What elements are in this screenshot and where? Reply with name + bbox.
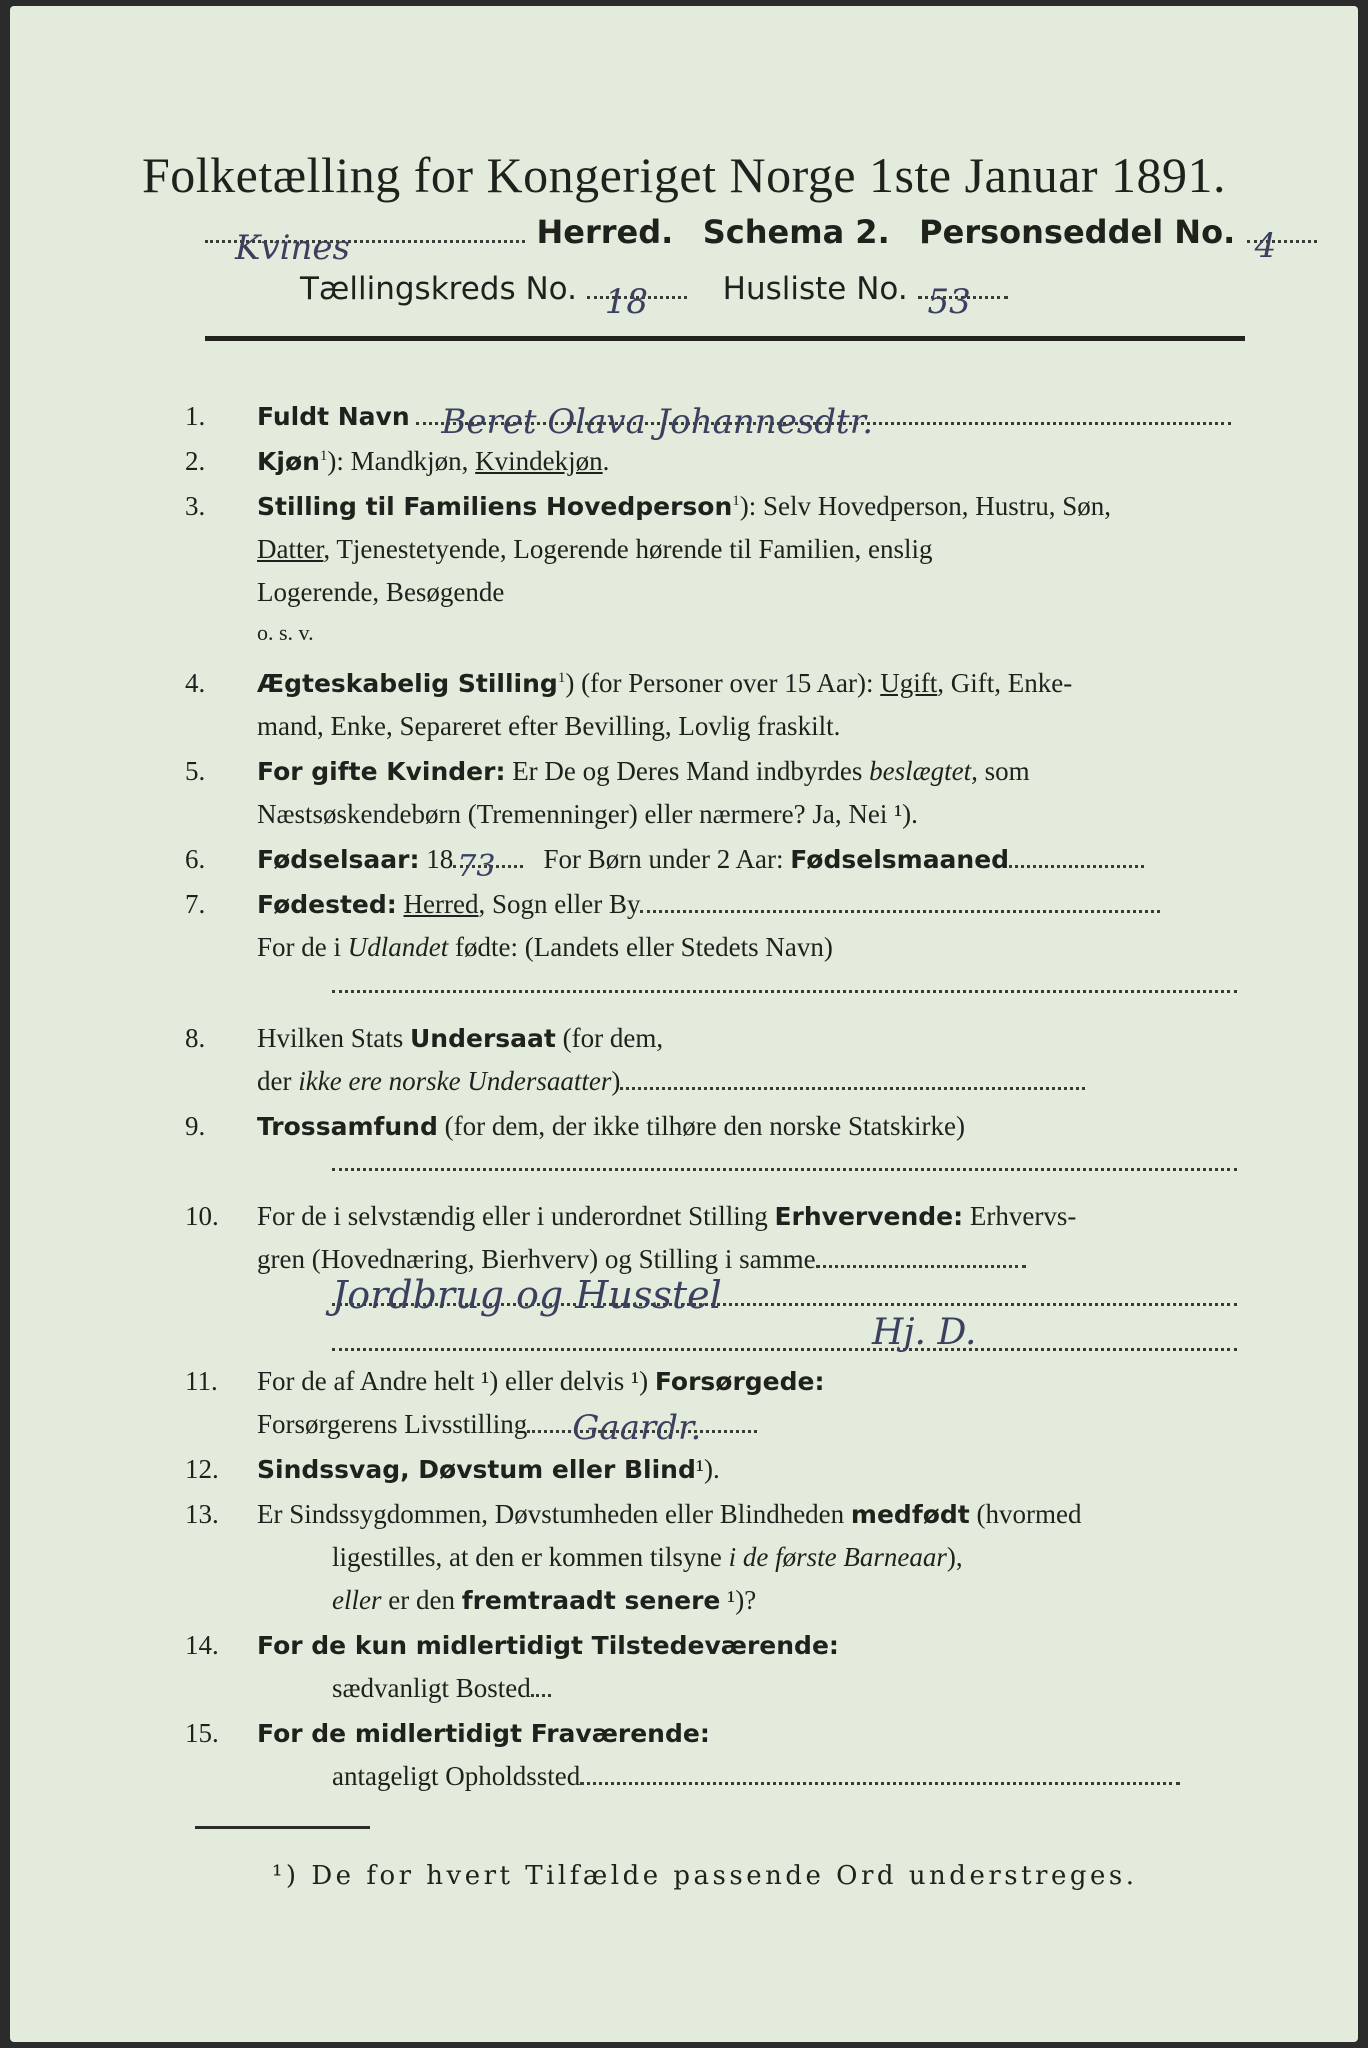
item-3-line3: Logerende, Besøgende xyxy=(257,577,505,607)
birth-year-value: 73 xyxy=(457,849,496,884)
probable-residence-field xyxy=(580,1782,1180,1785)
item-3-line1: ): Selv Hovedperson, Hustru, Søn, xyxy=(739,491,1112,521)
occupation-value: Jordbrug og Husstel xyxy=(332,1273,722,1317)
provider-field xyxy=(527,1408,757,1448)
occupation-value-2: Hj. D. xyxy=(872,1312,977,1353)
kreds-line xyxy=(300,271,1008,322)
item-9-number: 9. xyxy=(185,1111,206,1141)
item-12-number: 12. xyxy=(185,1454,219,1484)
husliste-value: 53 xyxy=(927,282,971,322)
kreds-label: Tællingskreds No. xyxy=(300,271,577,307)
form-title: Folketælling for Kongeriget Norge 1ste Januar 1891. xyxy=(141,147,1227,203)
personseddel-field xyxy=(1247,226,1317,266)
item-2-selected: Kvindekjøn xyxy=(475,446,603,476)
item-4-selected: Ugift xyxy=(880,668,938,698)
item-1-number: 1. xyxy=(185,401,206,431)
item-9-label: Trossamfund xyxy=(257,1112,438,1141)
foreign-birthplace-field xyxy=(332,990,1237,993)
item-11-number: 11. xyxy=(185,1366,218,1396)
occupation-field xyxy=(332,1273,1237,1317)
occupation-field-2 xyxy=(332,1312,1237,1353)
citizenship-field xyxy=(620,1087,1085,1090)
item-15-number: 15. xyxy=(185,1718,219,1748)
item-15-label: For de midlertidigt Fraværende: xyxy=(257,1719,710,1748)
item-2-label: Kjøn xyxy=(257,447,320,476)
item-10-number: 10. xyxy=(185,1201,219,1231)
herred-field xyxy=(205,228,525,268)
kreds-value: 18 xyxy=(604,282,649,322)
item-7-selected: Herred xyxy=(403,889,479,919)
item-7-label: Fødested: xyxy=(257,890,397,919)
item-5-label: For gifte Kvinder: xyxy=(257,757,506,786)
usual-residence-field xyxy=(531,1694,551,1697)
herred-label: Herred. xyxy=(536,213,674,251)
item-5-number: 5. xyxy=(185,756,206,786)
provider-value: Gaardr. xyxy=(572,1408,702,1448)
personseddel-value: 4 xyxy=(1254,226,1277,266)
religion-field xyxy=(332,1168,1237,1171)
item-13-number: 13. xyxy=(185,1499,219,1529)
item-3-line2: , Tjenestetyende, Logerende hørende til Familien, enslig xyxy=(323,534,933,564)
item-8-number: 8. xyxy=(185,1023,206,1053)
item-3-number: 3. xyxy=(185,491,206,521)
item-14-number: 14. xyxy=(185,1630,219,1660)
schema-label: Schema 2. xyxy=(702,213,890,251)
item-3-selected: Datter xyxy=(257,534,324,564)
kreds-field xyxy=(587,282,687,322)
birth-year-field xyxy=(453,849,523,884)
item-2-number: 2. xyxy=(185,446,206,476)
item-3-line4: o. s. v. xyxy=(257,620,314,645)
item-2-text: ): Mandkjøn, xyxy=(327,446,476,476)
husliste-field xyxy=(918,282,1008,322)
item-5-line2: Næstsøskendebørn (Tremenninger) eller nærmere? Ja, Nei ¹). xyxy=(257,799,918,829)
herred-line xyxy=(205,211,1317,268)
footnote: ¹) De for hvert Tilfælde passende Ord understreges. xyxy=(272,1861,1138,1891)
item-4-line2: mand, Enke, Separeret efter Bevilling, Lovlig fraskilt. xyxy=(257,711,841,741)
item-1-label: Fuldt Navn xyxy=(257,402,410,431)
name-value: Beret Olava Johannesdtr. xyxy=(441,402,874,442)
header-rule xyxy=(205,336,1245,341)
footnote-rule xyxy=(195,1826,370,1829)
item-7-number: 7. xyxy=(185,889,206,919)
item-14-label: For de kun midlertidigt Tilstedeværende: xyxy=(257,1631,839,1660)
census-form-sheet: Folketælling for Kongeriget Norge 1ste Januar 1891. Kvines Herred. Schema 2. Personseddel No. 4 Tællingskreds No. 18 Husliste No. 53 1. Fuldt Navn Beret Olava Johannesdtr. 2. Kjøn$^1$): Mandkjøn, Kvindekjøn. 3. Stilling til Familiens Hovedperson$^1$): Selv Hovedperson, Hustru, Søn, Datter, Tjenestetyende, Logerende hørende til Familien, enslig Logerende, Besøgende o. s. v. 4. Ægteskabelig Stilling$^1$) (for Personer over 15 Aar): Ugift, Gift, Enke- mand, Enke, Separeret efter Bevilling, Lovlig fraskilt. 5. For gifte Kvinder: Er De og Deres Mand indbyrdes beslægtet, som Næstsøskendebørn (Tremenninger) eller nærmere? Ja, Nei ¹). 6. Fødselsaar: 18 73 For Børn under 2 Aar: Fødselsmaaned 7. Fødested: Herred, Sogn eller By For de i Udlandet fødte: (Landets eller Stedets Navn) 8. Hvilken Stats Undersaat (for dem, der ikke ere norske Undersaatter) 9. Trossamfund (for dem, der ikke tilhøre den norske Statskirke) 10. For de i selvstændig eller i underordnet Stilling Erhvervende: Erhvervs- gren (Hovednæring, Bierhverv) og Stilling i samme Jordbrug og Husstel Hj. D. 11. For de af Andre helt ¹) eller delvis ¹) Forsørgede: Forsørgerens Livsstilling Gaardr. 12. Sindssvag, Døvstum eller Blind¹). 13. Er Sindssygdommen, Døvstumheden eller Blindheden medfødt (hvormed ligestilles, at den er kommen tilsyne i de første Barneaar), eller er den fremtraadt senere ¹)? 14. For de kun midlertidigt Tilstedeværende: sædvanligt Bosted 15. For de midlertidigt Fraværende: antageligt Opholdssted ¹) De for hvert Tilfælde passende Ord understreges. xyxy=(10,6,1358,2042)
item-3-label: Stilling til Familiens Hovedperson xyxy=(257,492,733,521)
item-4-label: Ægteskabelig Stilling xyxy=(257,669,558,698)
item-6-label: Fødselsaar: xyxy=(257,845,420,874)
name-field xyxy=(416,402,1231,442)
herred-value: Kvines xyxy=(235,228,350,268)
item-4-number: 4. xyxy=(185,668,206,698)
item-2-footnote-mark: 1 xyxy=(319,448,328,464)
personseddel-label: Personseddel No. xyxy=(919,213,1236,251)
item-6-number: 6. xyxy=(185,844,206,874)
item-12-label: Sindssvag, Døvstum eller Blind xyxy=(257,1455,696,1484)
husliste-label: Husliste No. xyxy=(722,271,908,307)
item-2-end: . xyxy=(602,446,610,476)
